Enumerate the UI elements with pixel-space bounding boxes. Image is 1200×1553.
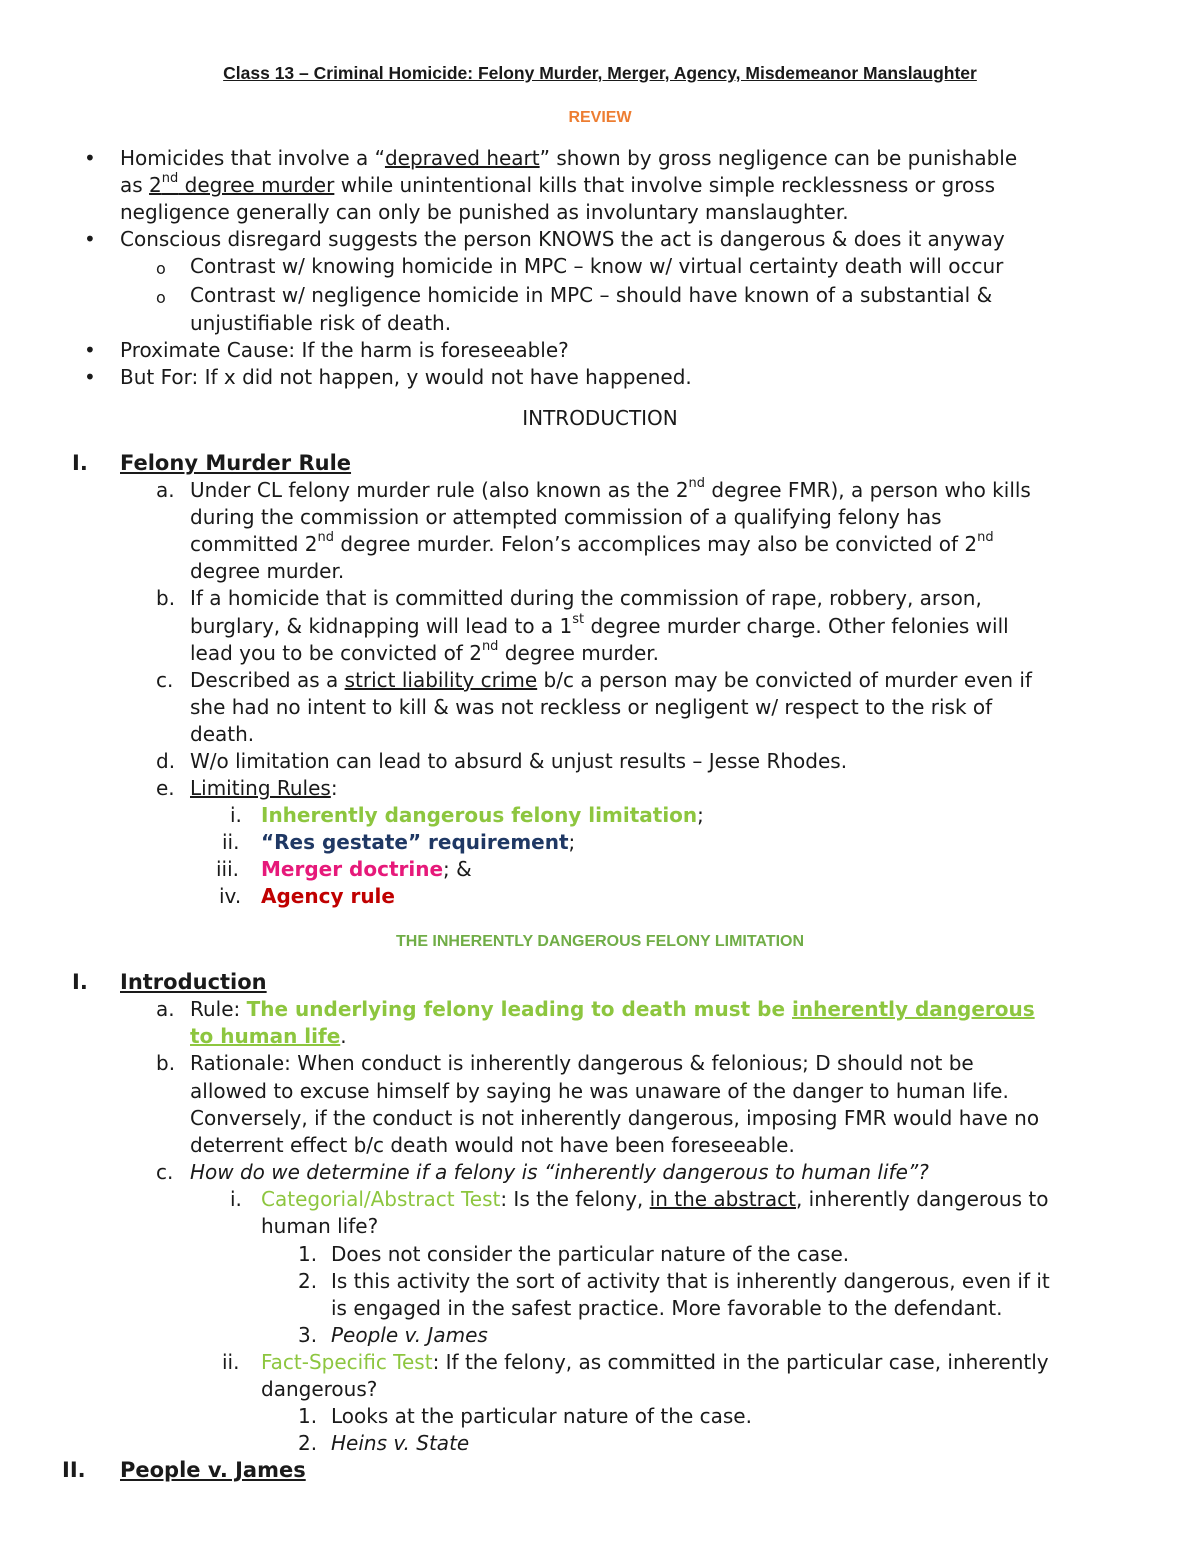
number-marker: 1. xyxy=(298,1242,318,1266)
section-number: I. xyxy=(72,451,88,475)
item-marker: b. xyxy=(156,586,176,610)
idf-b-line-1: Rationale: When conduct is inherently dangerous & felonious; D should not be xyxy=(190,1051,974,1075)
intro-a-line-3: committed 2nd degree murder. Felon’s accomplices may also be convicted of 2nd xyxy=(190,530,994,556)
roman-marker: ii. xyxy=(222,830,240,854)
roman-marker: i. xyxy=(230,803,242,827)
sub-bullet-marker: o xyxy=(156,288,166,307)
idf-a-line-1: Rule: The underlying felony leading to death must be inherently dangerous xyxy=(190,997,1035,1021)
intro-b-line-2: burglary, & kidnapping will lead to a 1st degree murder charge. Other felonies will xyxy=(190,612,1009,638)
limiting-rule-inherently-dangerous: Inherently dangerous felony limitation; xyxy=(261,803,704,827)
section-number: I. xyxy=(72,970,88,994)
review-sub-bullet-2-line-2: unjustifiable risk of death. xyxy=(190,311,452,335)
fact-specific-test-line-2: dangerous? xyxy=(261,1377,378,1401)
categorial-point-2-line-1: Is this activity the sort of activity that is inherently dangerous, even if it xyxy=(331,1269,1050,1293)
item-marker: c. xyxy=(156,1160,174,1184)
limiting-rule-agency: Agency rule xyxy=(261,884,395,908)
categorial-point-3: People v. James xyxy=(331,1323,488,1347)
roman-marker: ii. xyxy=(222,1350,240,1374)
number-marker: 2. xyxy=(298,1269,318,1293)
limiting-rule-res-gestate: “Res gestate” requirement; xyxy=(261,830,576,854)
bullet-marker: • xyxy=(84,227,96,251)
bullet-marker: • xyxy=(84,365,96,389)
inherently-dangerous-heading: THE INHERENTLY DANGEROUS FELONY LIMITATION xyxy=(395,933,805,950)
idf-b-line-4: deterrent effect b/c death would not have been foreseeable. xyxy=(190,1133,795,1157)
idf-b-line-3: Conversely, if the conduct is not inherently dangerous, imposing FMR would have no xyxy=(190,1106,1040,1130)
review-bullet-1-line-1: Homicides that involve a “depraved heart” shown by gross negligence can be punishable xyxy=(120,146,1018,170)
categorial-point-1: Does not consider the particular nature of the case. xyxy=(331,1242,850,1266)
bullet-marker: • xyxy=(84,146,96,170)
roman-marker: iv. xyxy=(219,884,242,908)
review-bullet-2: Conscious disregard suggests the person KNOWS the act is dangerous & does it anyway xyxy=(120,227,1005,251)
intro-c-line-1: Described as a strict liability crime b/c a person may be convicted of murder even if xyxy=(190,668,1032,692)
categorial-test-line-2: human life? xyxy=(261,1214,379,1238)
intro-d-line-1: W/o limitation can lead to absurd & unjust results – Jesse Rhodes. xyxy=(190,749,848,773)
fact-specific-point-2: Heins v. State xyxy=(331,1431,470,1455)
intro-b-line-1: If a homicide that is committed during the commission of rape, robbery, arson, xyxy=(190,586,982,610)
intro-e-line-1: Limiting Rules: xyxy=(190,776,338,800)
intro-a-line-2: during the commission or attempted commission of a qualifying felony has xyxy=(190,505,942,529)
intro-c-line-3: death. xyxy=(190,722,255,746)
roman-marker: iii. xyxy=(216,857,240,881)
intro-a-line-1: Under CL felony murder rule (also known as the 2nd degree FMR), a person who kills xyxy=(190,476,1031,502)
review-sub-bullet-2-line-1: Contrast w/ negligence homicide in MPC – should have known of a substantial & xyxy=(190,283,993,307)
review-heading: REVIEW xyxy=(568,109,632,126)
categorial-test-line-1: Categorial/Abstract Test: Is the felony, in the abstract, inherently dangerous to xyxy=(261,1187,1049,1211)
fact-specific-test-line-1: Fact-Specific Test: If the felony, as committed in the particular case, inherently xyxy=(261,1350,1049,1374)
review-bullet-4: But For: If x did not happen, y would not have happened. xyxy=(120,365,692,389)
item-marker: a. xyxy=(156,997,175,1021)
item-marker: e. xyxy=(156,776,175,800)
idf-a-line-2: to human life. xyxy=(190,1024,347,1048)
number-marker: 1. xyxy=(298,1404,318,1428)
review-sub-bullet-1: Contrast w/ knowing homicide in MPC – know w/ virtual certainty death will occur xyxy=(190,254,1004,278)
introduction-heading: INTRODUCTION xyxy=(522,406,678,430)
section-title-felony-murder-rule: Felony Murder Rule xyxy=(120,451,352,475)
review-bullet-1-line-3: negligence generally can only be punished as involuntary manslaughter. xyxy=(120,200,849,224)
idf-c-line-1: How do we determine if a felony is “inherently dangerous to human life”? xyxy=(190,1160,929,1184)
section-title-people-v-james: People v. James xyxy=(120,1458,306,1482)
number-marker: 3. xyxy=(298,1323,318,1347)
review-bullet-1-line-2: as 2nd degree murder while unintentional kills that involve simple recklessness or gross xyxy=(120,171,996,197)
number-marker: 2. xyxy=(298,1431,318,1455)
section-title-introduction: Introduction xyxy=(120,970,267,994)
review-bullet-3: Proximate Cause: If the harm is foreseeable? xyxy=(120,338,569,362)
intro-a-line-4: degree murder. xyxy=(190,559,345,583)
idf-b-line-2: allowed to excuse himself by saying he was unaware of the danger to human life. xyxy=(190,1079,1009,1103)
item-marker: c. xyxy=(156,668,174,692)
sub-bullet-marker: o xyxy=(156,259,166,278)
bullet-marker: • xyxy=(84,338,96,362)
limiting-rule-merger: Merger doctrine; & xyxy=(261,857,472,881)
item-marker: b. xyxy=(156,1051,176,1075)
item-marker: a. xyxy=(156,478,175,502)
document-title: Class 13 – Criminal Homicide: Felony Murder, Merger, Agency, Misdemeanor Manslaughter xyxy=(223,63,977,83)
roman-marker: i. xyxy=(230,1187,242,1211)
fact-specific-point-1: Looks at the particular nature of the case. xyxy=(331,1404,752,1428)
section-number: II. xyxy=(62,1458,86,1482)
intro-b-line-3: lead you to be convicted of 2nd degree murder. xyxy=(190,639,660,665)
intro-c-line-2: she had no intent to kill & was not reckless or negligent w/ respect to the risk of xyxy=(190,695,993,719)
categorial-point-2-line-2: is engaged in the safest practice. More favorable to the defendant. xyxy=(331,1296,1003,1320)
item-marker: d. xyxy=(156,749,176,773)
